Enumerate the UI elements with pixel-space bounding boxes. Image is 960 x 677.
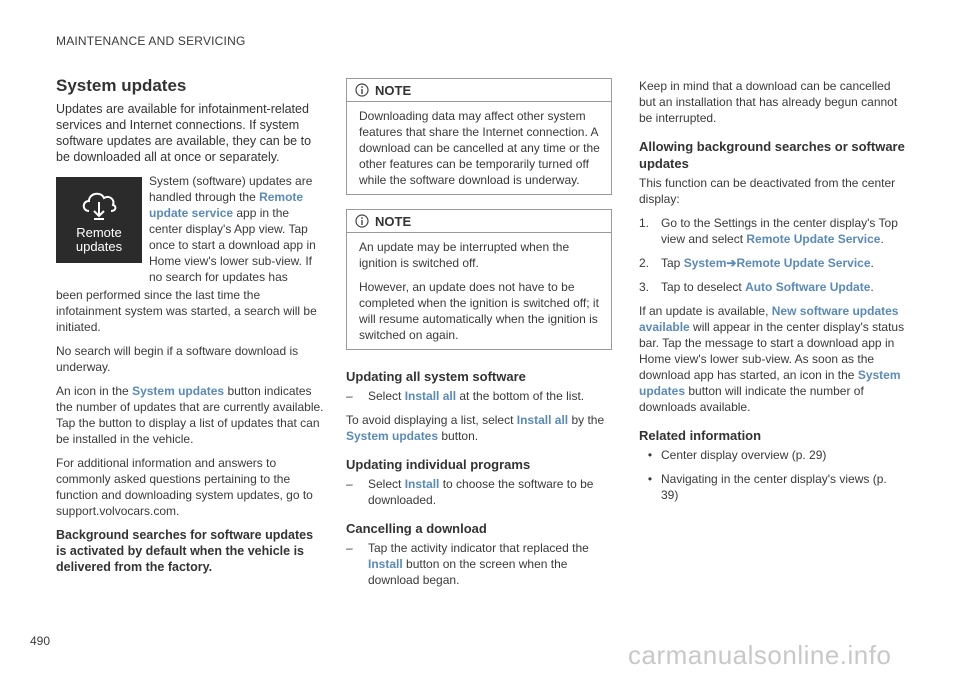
related-link[interactable]: • Navigating in the center display's views (p. 39) bbox=[647, 472, 887, 502]
step-1: 1. Go to the Settings in the center display's Top view and select Remote Update Service. bbox=[639, 216, 898, 246]
icon-label: Remote updates bbox=[75, 225, 123, 254]
note-box-1 bbox=[346, 78, 612, 195]
search-text: been performed since the last time the infotainment system was started, a search will be initiated. bbox=[56, 288, 317, 334]
step-install: – Select Install to choose the software to be downloaded. bbox=[346, 477, 594, 507]
running-header: MAINTENANCE AND SERVICING bbox=[56, 34, 246, 48]
avoid-list-text: To avoid displaying a list, select Install all by the System updates button. bbox=[346, 413, 605, 443]
note-text: An update may be interrupted when the ignition is switched off. bbox=[359, 240, 570, 270]
heading-update-individual: Updating individual programs bbox=[346, 457, 531, 472]
page-number: 490 bbox=[30, 634, 51, 648]
intro-text: Updates are available for infotainment-related services and Internet connections. If system software updates are available, they can be to be downloaded all at once or separately. bbox=[56, 102, 312, 164]
note-title: NOTE bbox=[375, 82, 412, 98]
step-install-all: – Select Install all at the bottom of the list. bbox=[346, 389, 585, 403]
column-1 bbox=[56, 76, 324, 575]
step-2: 2. Tap System➔Remote Update Service. bbox=[639, 256, 874, 270]
cloud-download-icon bbox=[79, 187, 119, 221]
info-icon bbox=[355, 214, 369, 228]
watermark: carmanualsonline.info bbox=[628, 640, 892, 670]
background-search-text: Background searches for software updates is activated by default when the vehicle is delivered from the factory. bbox=[56, 528, 314, 574]
related-link[interactable]: • Center display overview (p. 29) bbox=[647, 448, 827, 462]
column-3 bbox=[639, 78, 907, 503]
new-updates-text: If an update is available, New software updates available will appear in the center display's status bar. Tap the message to start a download app in Home view's lower sub-view. As soon as the download app has started, an icon in the System updates button will indicate the number of downloads available. bbox=[639, 304, 905, 414]
arrow-right-icon: ➔ bbox=[726, 256, 737, 270]
remote-update-service-link: Remote update service bbox=[149, 190, 304, 220]
heading-background-search: Allowing background searches or software updates bbox=[639, 139, 905, 171]
heading-update-all: Updating all system software bbox=[346, 369, 526, 384]
support-text: For additional information and answers to commonly asked questions pertaining to the function and downloading system updates, go to support.volvocars.com. bbox=[56, 456, 313, 518]
column-2 bbox=[346, 78, 612, 588]
heading-related-info: Related information bbox=[639, 428, 762, 443]
note-box-2 bbox=[346, 209, 612, 350]
section-title: System updates bbox=[56, 76, 187, 95]
remote-service-text: System (software) updates are handled through the Remote update service app in the center display's App view. Tap once to start a download app in Home view's lower sub-view. If no search for updates has bbox=[149, 174, 316, 284]
deactivate-text: This function can be deactivated from the center display: bbox=[639, 176, 896, 206]
underway-text: No search will begin if a software download is underway. bbox=[56, 344, 299, 374]
step-3: 3. Tap to deselect Auto Software Update. bbox=[639, 280, 874, 294]
note-text: However, an update does not have to be completed when the ignition is switched off; it will resume automatically when the ignition is switched on again. bbox=[359, 280, 599, 342]
system-updates-text: An icon in the System updates button indicates the number of updates that are currently available. Tap the button to display a list of updates that can be installed in the vehicle. bbox=[56, 384, 324, 446]
info-icon bbox=[355, 83, 369, 97]
step-cancel: – Tap the activity indicator that replaced the Install button on the screen when the download began. bbox=[346, 541, 589, 587]
cancel-note-text: Keep in mind that a download can be cancelled but an installation that has already begun cannot be interrupted. bbox=[639, 79, 898, 125]
note-text: Downloading data may affect other system features that share the Internet connection. A download can be cancelled at any time or the other features can be temporarily turned off while the software download is underway. bbox=[359, 109, 600, 187]
heading-cancel-download: Cancelling a download bbox=[346, 521, 487, 536]
remote-updates-icon bbox=[56, 177, 142, 263]
note-title: NOTE bbox=[375, 213, 412, 229]
